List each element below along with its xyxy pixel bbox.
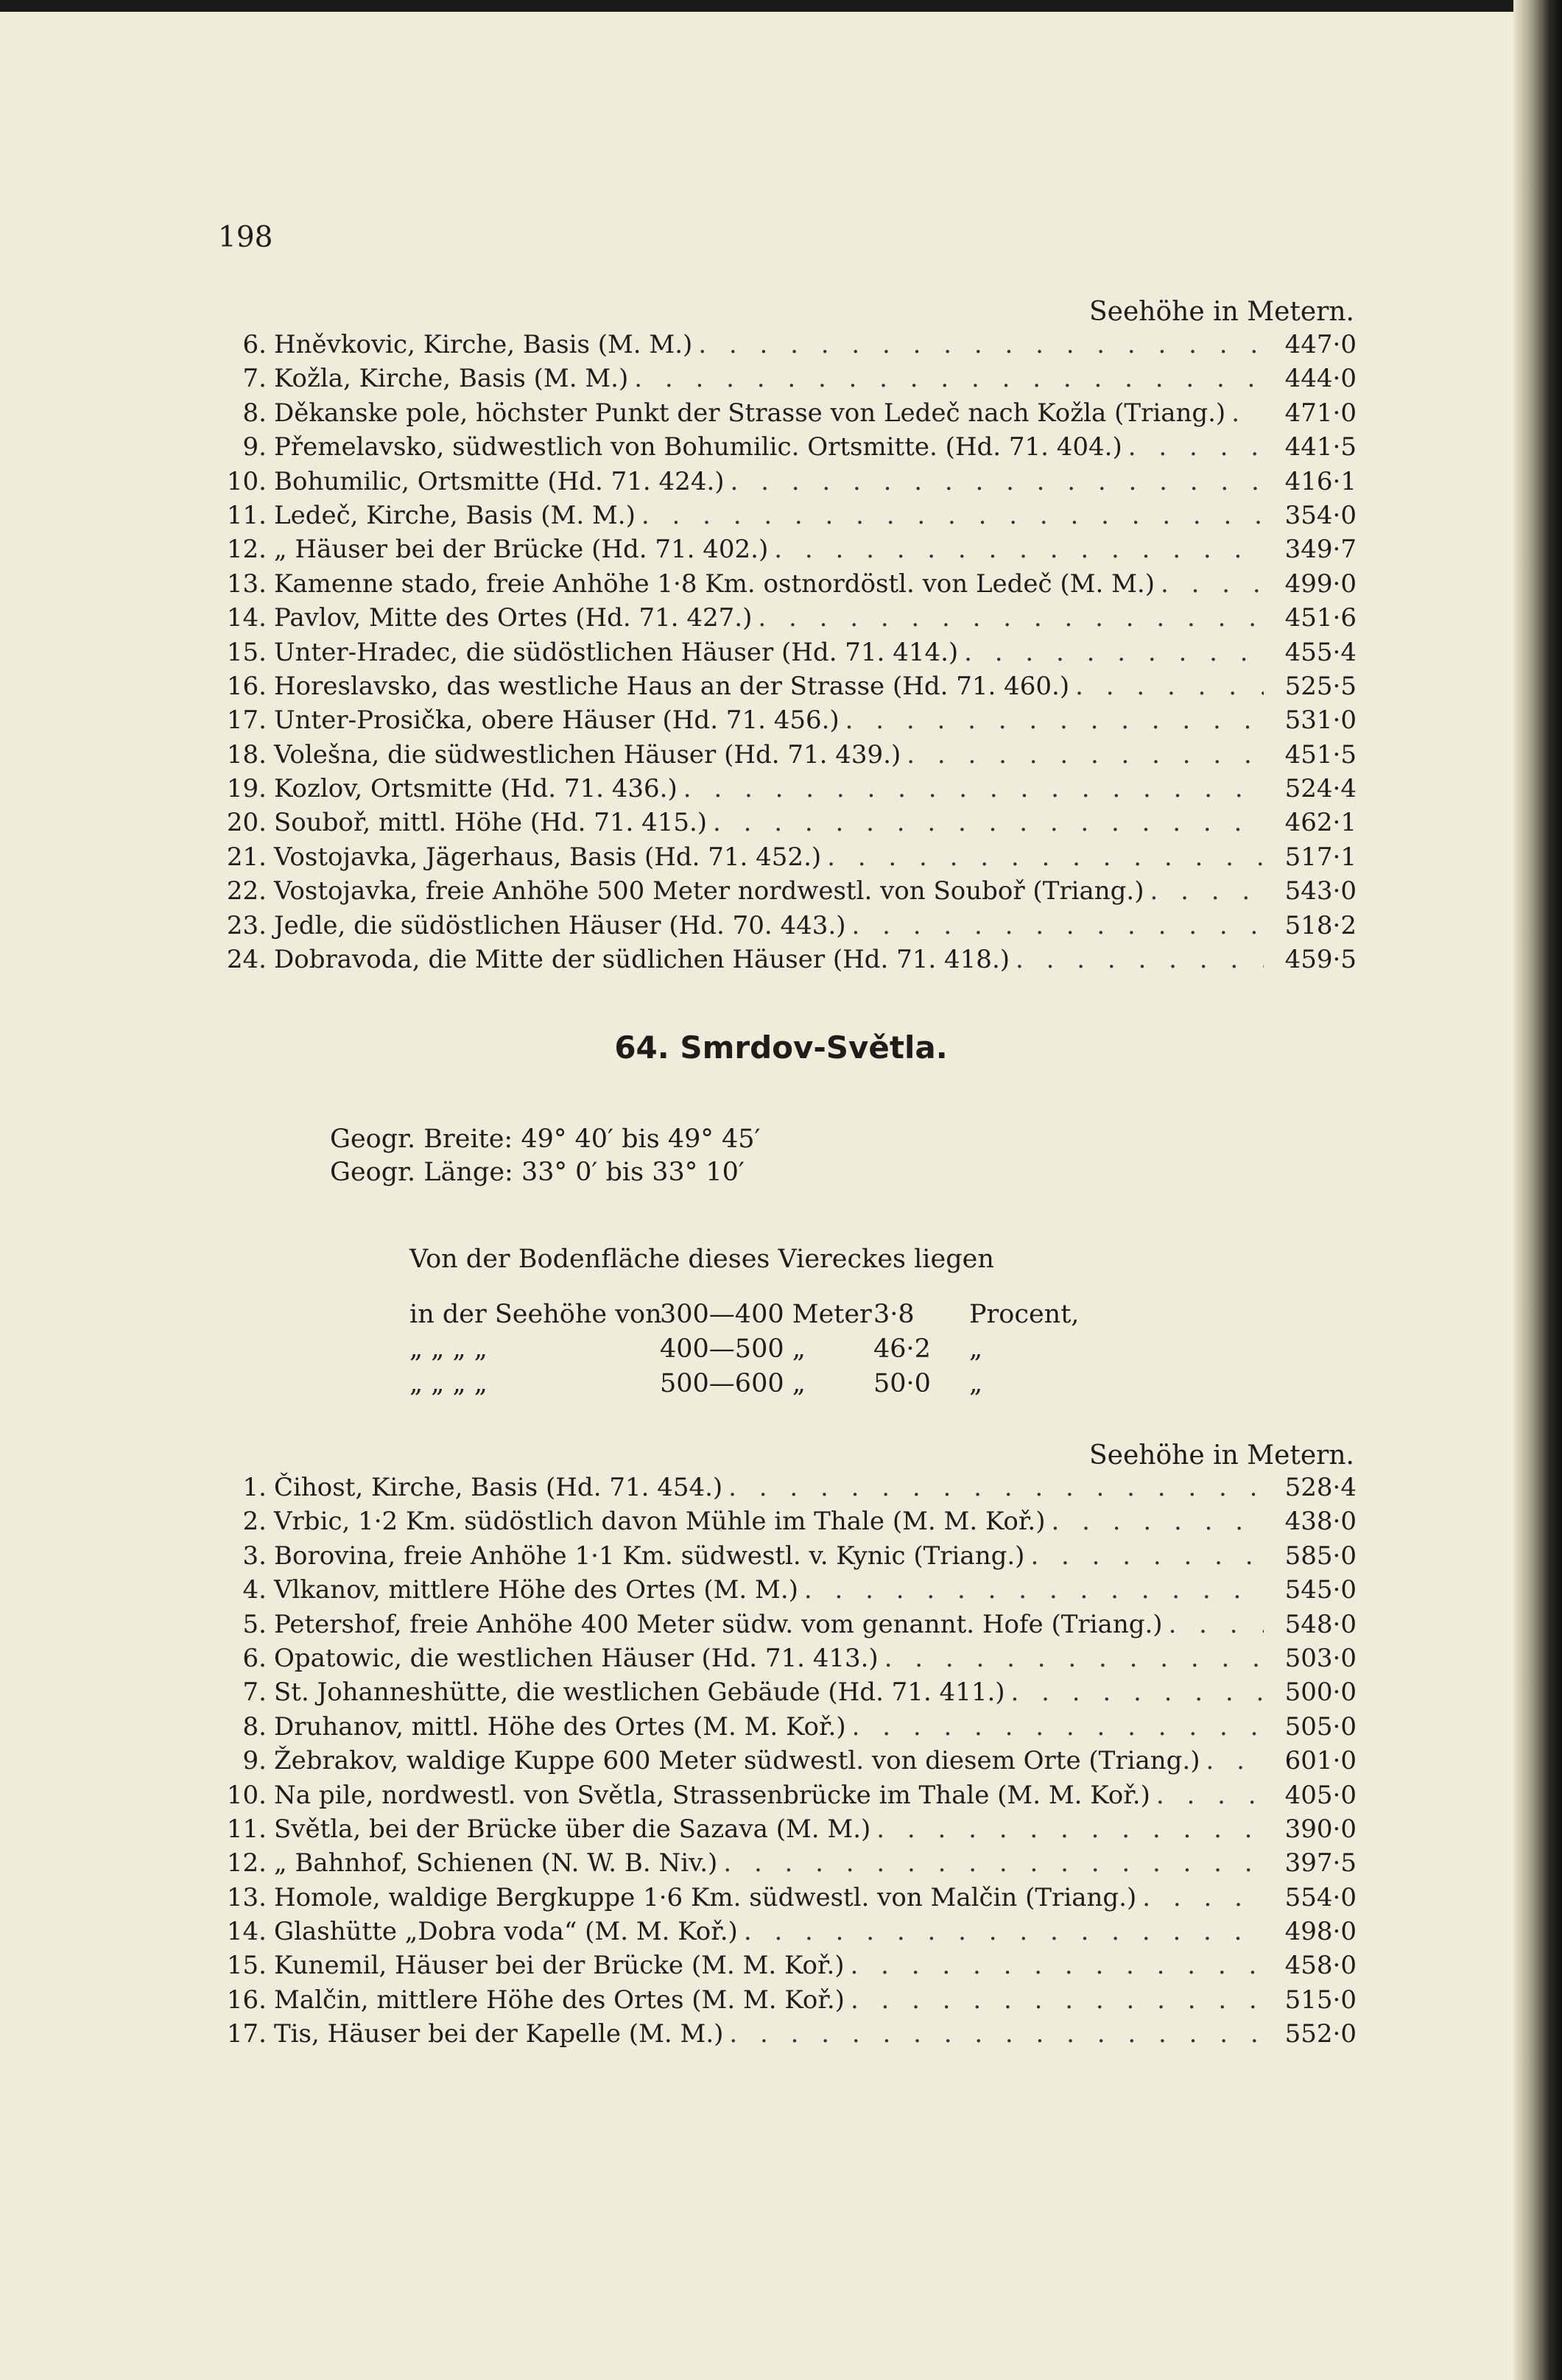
leader-dots: [852, 1712, 1264, 1742]
leader-dots: [731, 467, 1264, 496]
entry-elevation: 548·0: [1284, 1609, 1357, 1639]
entry-elevation: 447·0: [1284, 330, 1357, 359]
table-row: [200, 1848, 1357, 1882]
entry-number: 12.: [226, 535, 267, 565]
entry-place: Unter-Prosička, obere Häuser (Hd. 71. 456.): [274, 705, 840, 736]
table-row: [200, 1575, 1357, 1609]
leader-dots: [1128, 432, 1264, 462]
elev-lead: „ „ „ „: [409, 1334, 488, 1364]
leader-dots: [683, 774, 1264, 803]
book-spine-shadow: [1513, 0, 1562, 2380]
entry-place: Volešna, die südwestlichen Häuser (Hd. 71. 439.): [274, 739, 901, 770]
entry-place: Kozlov, Ortsmitte (Hd. 71. 436.): [274, 774, 678, 804]
table-row: [200, 1507, 1357, 1541]
entry-elevation: 441·5: [1284, 432, 1357, 462]
entry-elevation: 524·4: [1284, 774, 1357, 804]
entry-place: Kamenne stado, freie Anhöhe 1·8 Km. ostnordöstl. von Ledeč (M. M.): [274, 568, 1155, 599]
entry-elevation: 545·0: [1284, 1575, 1357, 1605]
entry-elevation: 390·0: [1284, 1814, 1357, 1844]
leader-dots: [1030, 1541, 1264, 1571]
entry-elevation: 503·0: [1284, 1643, 1357, 1673]
table-row: [200, 467, 1357, 501]
entry-elevation: 397·5: [1284, 1848, 1357, 1879]
leader-dots: [1075, 672, 1264, 701]
entry-number: 18.: [226, 739, 267, 770]
entry-number: 6.: [242, 1643, 267, 1673]
table-row: [200, 740, 1357, 774]
unit-header-bottom: Seehöhe in Metern.: [1089, 1440, 1354, 1471]
entry-elevation: 517·1: [1284, 842, 1357, 872]
leader-dots: [964, 638, 1264, 667]
table-row: [200, 1951, 1357, 1985]
entry-number: 17.: [226, 705, 267, 736]
leader-dots: [907, 740, 1264, 770]
entry-elevation: 528·4: [1284, 1473, 1357, 1502]
leader-dots: [851, 1951, 1264, 1980]
elevation-share-row: [409, 1369, 982, 1398]
entry-number: 14.: [226, 1917, 267, 1947]
entry-elevation: 505·0: [1284, 1711, 1357, 1742]
leader-dots: [641, 501, 1264, 530]
entry-elevation: 499·0: [1284, 568, 1357, 599]
entry-number: 7.: [242, 364, 267, 394]
entry-place: Dobravoda, die Mitte der südlichen Häuser (Hd. 71. 418.): [274, 945, 1010, 975]
entry-number: 8.: [242, 398, 267, 428]
table-row: [200, 638, 1357, 672]
table-row: [200, 774, 1357, 808]
entry-number: 10.: [226, 1780, 267, 1810]
elev-unit: Procent,: [969, 1300, 1080, 1329]
table-row: [200, 364, 1357, 398]
entry-number: 1.: [242, 1473, 267, 1502]
entry-place: Glashütte „Dobra voda“ (M. M. Koř.): [274, 1917, 738, 1947]
leader-dots: [728, 1473, 1264, 1502]
elev-value: 3·8: [873, 1300, 915, 1329]
table-row: [200, 808, 1357, 842]
entry-elevation: 416·1: [1284, 466, 1357, 496]
table-row: [200, 398, 1357, 432]
entry-elevation: 500·0: [1284, 1677, 1357, 1708]
table-row: [200, 1541, 1357, 1575]
entry-place: Na pile, nordwestl. von Světla, Strassenbrücke im Thale (M. M. Koř.): [274, 1780, 1150, 1810]
leader-dots: [1052, 1507, 1264, 1536]
entry-elevation: 462·1: [1284, 808, 1357, 838]
elev-range: 400—500 „: [660, 1334, 806, 1364]
entry-number: 4.: [242, 1575, 267, 1605]
entry-elevation: 515·0: [1284, 1985, 1357, 2015]
entry-number: 23.: [226, 910, 267, 940]
entry-elevation: 405·0: [1284, 1780, 1357, 1810]
elev-unit: „: [969, 1334, 983, 1364]
entry-number: 17.: [226, 2019, 267, 2049]
table-row: [200, 842, 1357, 876]
table-row: [200, 1473, 1357, 1507]
leader-dots: [1206, 1746, 1264, 1775]
entry-elevation: 458·0: [1284, 1951, 1357, 1981]
table-row: [200, 1917, 1357, 1951]
entry-elevation: 543·0: [1284, 876, 1357, 906]
table-row: [200, 501, 1357, 535]
leader-dots: [774, 535, 1264, 564]
entry-elevation: 518·2: [1284, 910, 1357, 940]
table-row: [200, 705, 1357, 739]
table-row: [200, 1677, 1357, 1711]
leader-dots: [1156, 1781, 1264, 1810]
entry-place: Soubоř, mittl. Höhe (Hd. 71. 415.): [274, 808, 708, 838]
entry-place: Kožla, Kirche, Basis (M. M.): [274, 364, 629, 394]
entry-place: Jedle, die südöstlichen Häuser (Hd. 70. 443.): [274, 910, 846, 940]
lon-value: 33° 0′ bis 33° 10′: [521, 1158, 745, 1187]
entry-number: 24.: [226, 945, 267, 975]
entry-place: Hněvkovic, Kirche, Basis (M. M.): [274, 330, 693, 359]
entry-place: Děkanske pole, höchster Punkt der Strasse von Ledeč nach Kožla (Triang.): [274, 398, 1226, 428]
entry-elevation: 451·5: [1284, 739, 1357, 770]
leader-dots: [1016, 945, 1264, 974]
table-row: [200, 1644, 1357, 1677]
table-row: [200, 876, 1357, 910]
entry-number: 16.: [226, 1985, 267, 2015]
table-row: [200, 569, 1357, 603]
entry-elevation: 451·6: [1284, 603, 1357, 633]
leader-dots: [1169, 1610, 1264, 1639]
leader-dots: [634, 364, 1264, 393]
entry-place: Ledeč, Kirche, Basis (M. M.): [274, 500, 636, 530]
entry-place: „ Häuser bei der Brücke (Hd. 71. 402.): [274, 535, 769, 565]
entry-number: 16.: [226, 671, 267, 701]
entry-number: 13.: [226, 568, 267, 599]
geo-longitude: [330, 1158, 745, 1187]
entry-elevation: 585·0: [1284, 1541, 1357, 1571]
leader-dots: [758, 603, 1264, 633]
leader-dots: [884, 1644, 1264, 1673]
elevation-list-section-64: [200, 1473, 1357, 2054]
leader-dots: [713, 808, 1264, 837]
entry-elevation: 459·5: [1284, 945, 1357, 975]
leader-dots: [723, 1848, 1264, 1878]
entry-number: 11.: [226, 500, 267, 530]
entry-place: Světla, bei der Brücke über die Sazava (M. M.): [274, 1814, 871, 1844]
entry-elevation: 525·5: [1284, 671, 1357, 701]
table-row: [200, 330, 1357, 364]
lat-value: 49° 40′ bis 49° 45′: [521, 1124, 761, 1154]
entry-elevation: 531·0: [1284, 705, 1357, 736]
entry-number: 7.: [242, 1677, 267, 1708]
entry-place: Čihost, Kirche, Basis (Hd. 71. 454.): [274, 1473, 723, 1502]
entry-place: Vrbic, 1·2 Km. südöstlich davon Mühle im Thale (M. M. Koř.): [274, 1507, 1046, 1537]
entry-elevation: 498·0: [1284, 1917, 1357, 1947]
entry-place: „ Bahnhof, Schienen (N. W. B. Niv.): [274, 1848, 718, 1879]
entry-elevation: 438·0: [1284, 1507, 1357, 1537]
lat-label: Geogr. Breite:: [330, 1124, 513, 1154]
entry-place: Druhanov, mittl. Höhe des Ortes (M. M. Koř.): [274, 1711, 846, 1742]
table-row: [200, 672, 1357, 705]
elev-range: 500—600 „: [660, 1369, 806, 1398]
entry-elevation: 471·0: [1284, 398, 1357, 428]
elevation-share-row: [409, 1334, 982, 1364]
table-row: [200, 603, 1357, 637]
geo-latitude: [330, 1124, 760, 1154]
elev-value: 50·0: [873, 1369, 931, 1398]
entry-number: 3.: [242, 1541, 267, 1571]
table-row: [200, 1610, 1357, 1644]
entry-elevation: 552·0: [1284, 2019, 1357, 2049]
entry-number: 2.: [242, 1507, 267, 1537]
entry-place: Vostojavka, freie Anhöhe 500 Meter nordwestl. von Soubоř (Triang.): [274, 876, 1144, 906]
entry-number: 20.: [226, 808, 267, 838]
table-row: [200, 1712, 1357, 1746]
entry-place: Pavlov, Mitte des Ortes (Hd. 71. 427.): [274, 603, 753, 633]
entry-elevation: 349·7: [1284, 535, 1357, 565]
leader-dots: [845, 705, 1264, 735]
leader-dots: [1231, 398, 1264, 428]
entry-number: 15.: [226, 637, 267, 667]
table-row: [200, 535, 1357, 568]
entry-number: 19.: [226, 774, 267, 804]
elev-lead: „ „ „ „: [409, 1369, 488, 1398]
entry-place: Unter-Hradec, die südöstlichen Häuser (Hd. 71. 414.): [274, 637, 959, 667]
entry-place: Vlkanov, mittlere Höhe des Ortes (M. M.): [274, 1575, 798, 1605]
entry-number: 13.: [226, 1882, 267, 1912]
entry-place: Borovina, freie Anhöhe 1·1 Km. südwestl. v. Kynic (Triang.): [274, 1541, 1025, 1571]
elevation-share-row: [409, 1300, 1079, 1329]
lon-label: Geogr. Länge:: [330, 1158, 513, 1187]
entry-number: 10.: [226, 466, 267, 496]
entry-place: Homole, waldige Bergkuppe 1·6 Km. südwestl. von Malčin (Triang.): [274, 1882, 1137, 1912]
entry-number: 6.: [242, 330, 267, 359]
elev-range: 300—400 Meter: [660, 1300, 872, 1329]
entry-place: Bohumilic, Ortsmitte (Hd. 71. 424.): [274, 466, 725, 496]
leader-dots: [852, 911, 1264, 940]
table-row: [200, 945, 1357, 979]
entry-place: Vostojavka, Jägerhaus, Basis (Hd. 71. 452.): [274, 842, 822, 872]
table-row: [200, 911, 1357, 945]
table-row: [200, 1781, 1357, 1814]
leader-dots: [729, 2019, 1264, 2049]
table-row: [200, 1883, 1357, 1917]
entry-number: 5.: [242, 1609, 267, 1639]
elevation-list-section-63: [200, 330, 1357, 979]
entry-elevation: 354·0: [1284, 500, 1357, 530]
entry-number: 12.: [226, 1848, 267, 1879]
entry-place: Petershof, freie Anhöhe 400 Meter südw. vom genannt. Hofe (Triang.): [274, 1609, 1163, 1639]
leader-dots: [698, 330, 1264, 359]
table-row: [200, 2019, 1357, 2053]
elev-unit: „: [969, 1369, 983, 1398]
entry-number: 15.: [226, 1951, 267, 1981]
elev-lead: in der Seehöhe von: [409, 1300, 662, 1329]
leader-dots: [876, 1814, 1264, 1844]
entry-elevation: 444·0: [1284, 364, 1357, 394]
leader-dots: [851, 1985, 1264, 2015]
section-title: 64. Smrdov-Světla.: [614, 1029, 948, 1066]
leader-dots: [1161, 569, 1264, 599]
leader-dots: [744, 1917, 1264, 1946]
table-row: [200, 1985, 1357, 2019]
entry-number: 22.: [226, 876, 267, 906]
entry-place: Přemelavsko, südwestlich von Bohumilic. Ortsmitte. (Hd. 71. 404.): [274, 432, 1122, 462]
unit-header-top: Seehöhe in Metern.: [1089, 297, 1354, 327]
table-row: [200, 1814, 1357, 1848]
leader-dots: [1011, 1677, 1264, 1707]
table-row: [200, 432, 1357, 466]
entry-number: 9.: [242, 1746, 267, 1776]
entry-place: Malčin, mittlere Höhe des Ortes (M. M. Koř.): [274, 1985, 845, 2015]
elev-value: 46·2: [873, 1334, 931, 1364]
table-row: [200, 1746, 1357, 1780]
entry-place: Kunemil, Häuser bei der Brücke (M. M. Koř.): [274, 1951, 845, 1981]
entry-number: 14.: [226, 603, 267, 633]
entry-elevation: 554·0: [1284, 1882, 1357, 1912]
entry-number: 21.: [226, 842, 267, 872]
entry-elevation: 601·0: [1284, 1746, 1357, 1776]
page-top-edge: [0, 0, 1562, 12]
entry-place: St. Johanneshütte, die westlichen Gebäude (Hd. 71. 411.): [274, 1677, 1005, 1708]
entry-number: 9.: [242, 432, 267, 462]
entry-place: Horeslavsko, das westliche Haus an der Strasse (Hd. 71. 460.): [274, 671, 1070, 701]
page-number: 198: [218, 221, 273, 254]
intro-text: Von der Bodenfläche dieses Viereckes liegen: [409, 1244, 994, 1274]
entry-place: Opatowic, die westlichen Häuser (Hd. 71. 413.): [274, 1643, 879, 1673]
entry-number: 8.: [242, 1711, 267, 1742]
leader-dots: [1142, 1883, 1264, 1912]
leader-dots: [1150, 876, 1264, 906]
entry-elevation: 455·4: [1284, 637, 1357, 667]
leader-dots: [804, 1575, 1264, 1605]
entry-place: Žebrakov, waldige Kuppe 600 Meter südwestl. von diesem Orte (Triang.): [274, 1746, 1200, 1776]
entry-number: 11.: [226, 1814, 267, 1844]
leader-dots: [827, 842, 1264, 872]
entry-place: Tis, Häuser bei der Kapelle (M. M.): [274, 2019, 724, 2049]
